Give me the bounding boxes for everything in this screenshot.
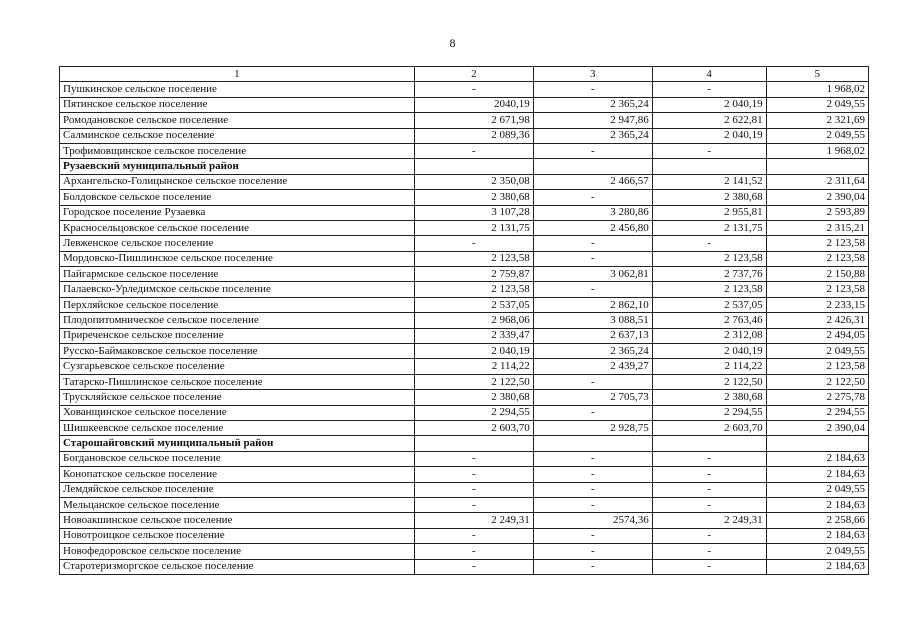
- section-row: [60, 159, 869, 174]
- settlement-name: Салминское сельское поселение: [60, 128, 415, 143]
- value-cell-v3: -: [533, 143, 652, 158]
- settlement-name: Архангельско-Голицынское сельское поселение: [60, 174, 415, 189]
- value-cell-v3: 3 062,81: [533, 267, 652, 282]
- settlement-name: Пушкинское сельское поселение: [60, 82, 415, 97]
- value-cell-v2: 2 339,47: [414, 328, 533, 343]
- settlement-name: Красносельцовское сельское поселение: [60, 220, 415, 235]
- value-cell-v5: [766, 436, 868, 451]
- table-row: [60, 297, 869, 312]
- value-cell-v5: 2 123,58: [766, 236, 868, 251]
- value-cell-v3: 3 088,51: [533, 313, 652, 328]
- value-cell-v2: 2 380,68: [414, 190, 533, 205]
- value-cell-v4: 2 955,81: [652, 205, 766, 220]
- table-row: [60, 220, 869, 235]
- table-row: [60, 205, 869, 220]
- table-row: [60, 344, 869, 359]
- value-cell-v5: 2 184,63: [766, 467, 868, 482]
- value-cell-v4: [652, 159, 766, 174]
- value-cell-v5: 2 294,55: [766, 405, 868, 420]
- value-cell-v5: 2 390,04: [766, 190, 868, 205]
- table-row: [60, 174, 869, 189]
- value-cell-v2: 3 107,28: [414, 205, 533, 220]
- value-cell-v4: 2 123,58: [652, 282, 766, 297]
- value-cell-v3: -: [533, 482, 652, 497]
- value-cell-v3: -: [533, 282, 652, 297]
- settlement-name: Пайгармское сельское поселение: [60, 267, 415, 282]
- value-cell-v2: 2 114,22: [414, 359, 533, 374]
- value-cell-v3: -: [533, 467, 652, 482]
- table-row: [60, 328, 869, 343]
- settlement-name: Богдановское сельское поселение: [60, 451, 415, 466]
- value-cell-v4: 2 380,68: [652, 190, 766, 205]
- value-cell-v5: 1 968,02: [766, 143, 868, 158]
- value-cell-v5: 2 311,64: [766, 174, 868, 189]
- settlement-name: Ромодановское сельское поселение: [60, 113, 415, 128]
- table-row: [60, 374, 869, 389]
- table-row: [60, 390, 869, 405]
- value-cell-v2: 2 131,75: [414, 220, 533, 235]
- value-cell-v4: 2 294,55: [652, 405, 766, 420]
- settlement-name: Лемдяйское сельское поселение: [60, 482, 415, 497]
- settlement-name: Трофимовщинское сельское поселение: [60, 143, 415, 158]
- value-cell-v5: 2 184,63: [766, 451, 868, 466]
- value-cell-v5: 2 049,55: [766, 344, 868, 359]
- table-row: [60, 97, 869, 112]
- value-cell-v5: 2 049,55: [766, 482, 868, 497]
- table-row: [60, 467, 869, 482]
- header-col-4: 4: [652, 67, 766, 82]
- table-row: [60, 128, 869, 143]
- settlement-name: Палаевско-Урледимское сельское поселение: [60, 282, 415, 297]
- table-row: [60, 236, 869, 251]
- table-row: [60, 513, 869, 528]
- value-cell-v4: 2 114,22: [652, 359, 766, 374]
- value-cell-v4: 2 040,19: [652, 344, 766, 359]
- value-cell-v5: 2 049,55: [766, 97, 868, 112]
- settlement-name: Шишкеевское сельское поселение: [60, 420, 415, 435]
- value-cell-v5: 2 123,58: [766, 282, 868, 297]
- value-cell-v3: 2 365,24: [533, 128, 652, 143]
- value-cell-v2: 2 122,50: [414, 374, 533, 389]
- table-row: [60, 267, 869, 282]
- table-body: [60, 67, 869, 575]
- settlement-name: Татарско-Пишлинское сельское поселение: [60, 374, 415, 389]
- table-header-row: [60, 67, 869, 82]
- settlement-name: Плодопитомническое сельское поселение: [60, 313, 415, 328]
- value-cell-v3: -: [533, 190, 652, 205]
- value-cell-v2: -: [414, 544, 533, 559]
- settlement-name: Русско-Баймаковское сельское поселение: [60, 344, 415, 359]
- value-cell-v4: 2 141,52: [652, 174, 766, 189]
- value-cell-v3: 2 928,75: [533, 420, 652, 435]
- value-cell-v2: 2 380,68: [414, 390, 533, 405]
- tariff-table: [59, 66, 869, 575]
- value-cell-v3: 2 705,73: [533, 390, 652, 405]
- value-cell-v5: 2 233,15: [766, 297, 868, 312]
- value-cell-v2: 2 089,36: [414, 128, 533, 143]
- table-row: [60, 451, 869, 466]
- settlement-name: Новофедоровское сельское поселение: [60, 544, 415, 559]
- table-row: [60, 405, 869, 420]
- value-cell-v2: 2 350,08: [414, 174, 533, 189]
- table-row: [60, 113, 869, 128]
- value-cell-v3: 2 637,13: [533, 328, 652, 343]
- value-cell-v5: 2 150,88: [766, 267, 868, 282]
- value-cell-v2: 2040,19: [414, 97, 533, 112]
- header-col-5: 5: [766, 67, 868, 82]
- value-cell-v5: 2 123,58: [766, 251, 868, 266]
- header-col-2: 2: [414, 67, 533, 82]
- value-cell-v2: -: [414, 497, 533, 512]
- value-cell-v3: 2574,36: [533, 513, 652, 528]
- settlement-name: Городское поселение Рузаевка: [60, 205, 415, 220]
- value-cell-v3: -: [533, 251, 652, 266]
- value-cell-v4: -: [652, 497, 766, 512]
- value-cell-v3: -: [533, 236, 652, 251]
- header-col-3: 3: [533, 67, 652, 82]
- value-cell-v3: -: [533, 497, 652, 512]
- table-row: [60, 528, 869, 543]
- value-cell-v4: 2 763,46: [652, 313, 766, 328]
- settlement-name: Новоакшинское сельское поселение: [60, 513, 415, 528]
- table-row: [60, 190, 869, 205]
- value-cell-v5: 2 321,69: [766, 113, 868, 128]
- page-number: 8: [449, 36, 456, 50]
- value-cell-v4: [652, 436, 766, 451]
- value-cell-v3: -: [533, 528, 652, 543]
- value-cell-v5: 2 049,55: [766, 128, 868, 143]
- table-row: [60, 497, 869, 512]
- table-row: [60, 559, 869, 574]
- settlement-name: Мельцанское сельское поселение: [60, 497, 415, 512]
- value-cell-v3: -: [533, 544, 652, 559]
- value-cell-v4: -: [652, 143, 766, 158]
- value-cell-v4: -: [652, 559, 766, 574]
- value-cell-v2: -: [414, 451, 533, 466]
- settlement-name: Болдовское сельское поселение: [60, 190, 415, 205]
- settlement-name: Левженское сельское поселение: [60, 236, 415, 251]
- value-cell-v5: 2 494,05: [766, 328, 868, 343]
- value-cell-v5: 2 122,50: [766, 374, 868, 389]
- table-row: [60, 282, 869, 297]
- value-cell-v2: 2 603,70: [414, 420, 533, 435]
- value-cell-v3: -: [533, 374, 652, 389]
- value-cell-v2: 2 123,58: [414, 282, 533, 297]
- table-row: [60, 251, 869, 266]
- settlement-name: Сузгарьевское сельское поселение: [60, 359, 415, 374]
- settlement-name: Трускляйское сельское поселение: [60, 390, 415, 405]
- value-cell-v3: 2 456,80: [533, 220, 652, 235]
- value-cell-v4: 2 249,31: [652, 513, 766, 528]
- value-cell-v3: 2 466,57: [533, 174, 652, 189]
- value-cell-v4: 2 312,08: [652, 328, 766, 343]
- value-cell-v4: 2 737,76: [652, 267, 766, 282]
- table-row: [60, 482, 869, 497]
- value-cell-v5: 2 426,31: [766, 313, 868, 328]
- value-cell-v2: 2 040,19: [414, 344, 533, 359]
- value-cell-v4: 2 380,68: [652, 390, 766, 405]
- value-cell-v3: 2 862,10: [533, 297, 652, 312]
- value-cell-v2: -: [414, 482, 533, 497]
- value-cell-v4: 2 040,19: [652, 97, 766, 112]
- value-cell-v4: -: [652, 544, 766, 559]
- value-cell-v2: -: [414, 528, 533, 543]
- value-cell-v2: 2 249,31: [414, 513, 533, 528]
- value-cell-v5: [766, 159, 868, 174]
- table-row: [60, 420, 869, 435]
- value-cell-v5: 2 390,04: [766, 420, 868, 435]
- section-row: [60, 436, 869, 451]
- value-cell-v4: 2 603,70: [652, 420, 766, 435]
- header-col-1: 1: [60, 67, 415, 82]
- value-cell-v4: -: [652, 467, 766, 482]
- value-cell-v5: 1 968,02: [766, 82, 868, 97]
- value-cell-v4: 2 131,75: [652, 220, 766, 235]
- value-cell-v2: 2 671,98: [414, 113, 533, 128]
- value-cell-v2: -: [414, 82, 533, 97]
- value-cell-v4: 2 040,19: [652, 128, 766, 143]
- value-cell-v4: 2 123,58: [652, 251, 766, 266]
- value-cell-v4: 2 537,05: [652, 297, 766, 312]
- value-cell-v5: 2 123,58: [766, 359, 868, 374]
- district-name: Рузаевский муниципальный район: [60, 159, 415, 174]
- value-cell-v3: 2 365,24: [533, 97, 652, 112]
- value-cell-v2: [414, 436, 533, 451]
- settlement-name: Мордовско-Пишлинское сельское поселение: [60, 251, 415, 266]
- value-cell-v3: 3 280,86: [533, 205, 652, 220]
- value-cell-v5: 2 258,66: [766, 513, 868, 528]
- table-row: [60, 359, 869, 374]
- value-cell-v4: -: [652, 451, 766, 466]
- value-cell-v2: -: [414, 143, 533, 158]
- value-cell-v4: -: [652, 482, 766, 497]
- value-cell-v2: 2 968,06: [414, 313, 533, 328]
- value-cell-v5: 2 315,21: [766, 220, 868, 235]
- table-row: [60, 143, 869, 158]
- value-cell-v2: 2 294,55: [414, 405, 533, 420]
- value-cell-v4: -: [652, 82, 766, 97]
- value-cell-v3: 2 947,86: [533, 113, 652, 128]
- value-cell-v3: -: [533, 451, 652, 466]
- settlement-name: Хованщинское сельское поселение: [60, 405, 415, 420]
- value-cell-v5: 2 184,63: [766, 497, 868, 512]
- settlement-name: Пятинское сельское поселение: [60, 97, 415, 112]
- value-cell-v5: 2 049,55: [766, 544, 868, 559]
- value-cell-v3: -: [533, 559, 652, 574]
- value-cell-v4: -: [652, 236, 766, 251]
- value-cell-v3: -: [533, 82, 652, 97]
- value-cell-v3: [533, 436, 652, 451]
- settlement-name: Конопатское сельское поселение: [60, 467, 415, 482]
- value-cell-v2: -: [414, 559, 533, 574]
- value-cell-v3: -: [533, 405, 652, 420]
- value-cell-v2: -: [414, 236, 533, 251]
- value-cell-v4: -: [652, 528, 766, 543]
- settlement-name: Перхляйское сельское поселение: [60, 297, 415, 312]
- table-row: [60, 544, 869, 559]
- value-cell-v2: 2 537,05: [414, 297, 533, 312]
- value-cell-v5: 2 593,89: [766, 205, 868, 220]
- value-cell-v5: 2 275,78: [766, 390, 868, 405]
- value-cell-v4: 2 622,81: [652, 113, 766, 128]
- table-row: [60, 313, 869, 328]
- value-cell-v5: 2 184,63: [766, 559, 868, 574]
- value-cell-v3: 2 439,27: [533, 359, 652, 374]
- table-row: [60, 82, 869, 97]
- value-cell-v2: 2 123,58: [414, 251, 533, 266]
- value-cell-v2: 2 759,87: [414, 267, 533, 282]
- value-cell-v5: 2 184,63: [766, 528, 868, 543]
- settlement-name: Новотроицкое сельское поселение: [60, 528, 415, 543]
- value-cell-v3: [533, 159, 652, 174]
- value-cell-v2: [414, 159, 533, 174]
- value-cell-v4: 2 122,50: [652, 374, 766, 389]
- value-cell-v3: 2 365,24: [533, 344, 652, 359]
- district-name: Старошайговский муниципальный район: [60, 436, 415, 451]
- settlement-name: Старотеризморгское сельское поселение: [60, 559, 415, 574]
- settlement-name: Приреченское сельское поселение: [60, 328, 415, 343]
- value-cell-v2: -: [414, 467, 533, 482]
